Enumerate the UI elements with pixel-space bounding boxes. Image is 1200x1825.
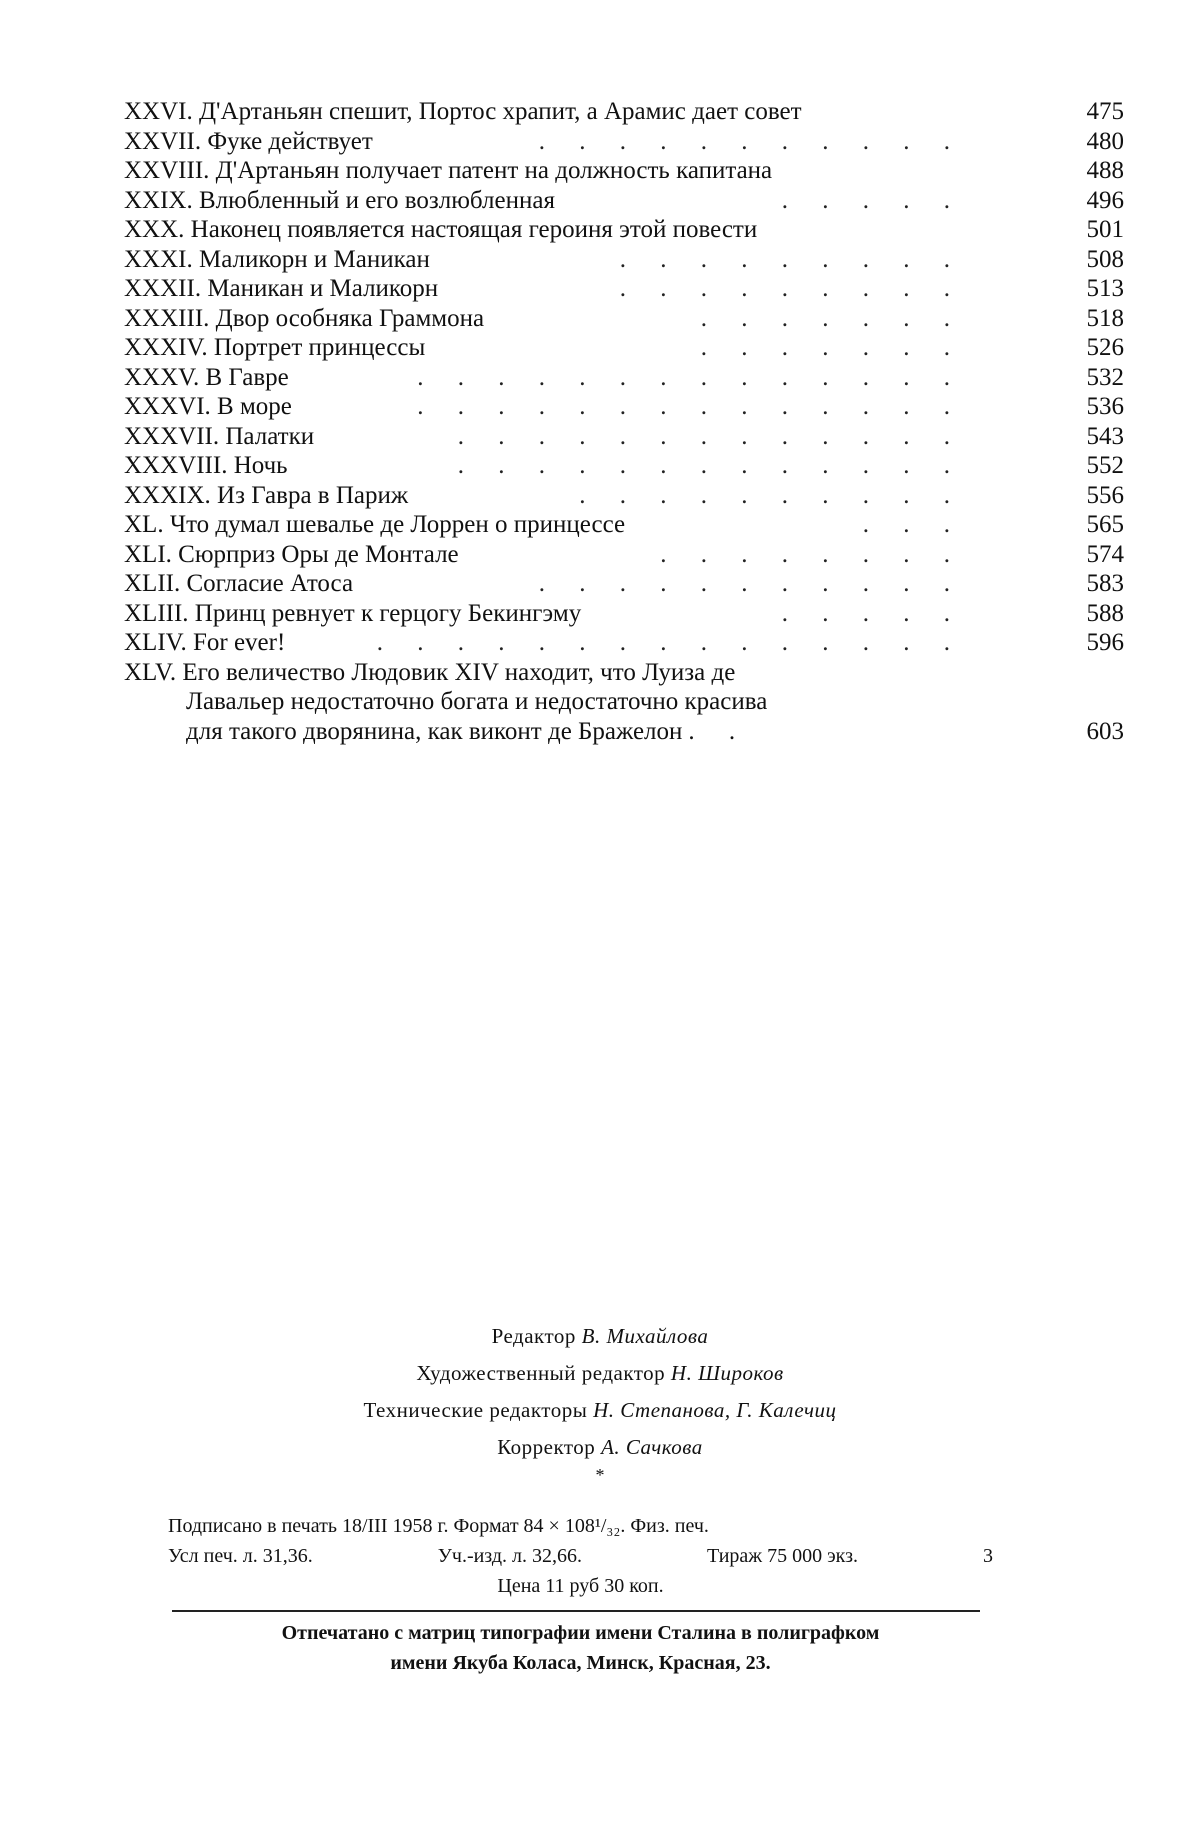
toc-entry: [124, 628, 1124, 658]
credit-role: Корректор: [497, 1435, 596, 1459]
toc-entry: [124, 599, 1124, 629]
toc-entry-title-line: XLV. Его величество Людовик XIV находит, что Луиза де: [124, 658, 736, 686]
toc-leader-dots: . . . . .: [781, 186, 964, 214]
toc-entry-page: 552: [1086, 452, 1124, 479]
imprint-field: Усл печ. л. 31,36.: [168, 1545, 313, 1567]
toc-leader-dots: . . . . . . . . .: [619, 275, 964, 302]
toc-entry-page: 518: [1086, 304, 1124, 332]
toc-entry-title: XLIV. For ever!: [124, 629, 293, 656]
divider-rule: [172, 1610, 980, 1612]
imprint-field: 3: [983, 1545, 993, 1567]
toc-entry-title: XXX. Наконец появляется настоящая героиня этой повести: [124, 216, 765, 243]
toc-entry: [124, 127, 1124, 157]
toc-entry-page: 543: [1086, 422, 1124, 450]
toc-entry-page: 501: [1086, 216, 1124, 243]
toc-leader-dots: . . . . . . .: [700, 304, 964, 332]
toc-entry-multiline: [124, 658, 1124, 747]
toc-entry-page: 596: [1086, 629, 1124, 656]
credit-name: А. Сачкова: [601, 1435, 703, 1459]
toc-entry-title-line-text: для такого дворянина, как виконт де Бражелон: [186, 717, 683, 745]
toc-entry: [124, 451, 1124, 481]
toc-entry-title-line: [124, 717, 1124, 747]
toc-entry: [124, 481, 1124, 511]
imprint-field: Уч.-изд. л. 32,66.: [437, 1545, 582, 1567]
toc-entry: [124, 245, 1124, 275]
credit-line: [0, 1429, 1200, 1466]
toc-entry-title: XXVI. Д'Артаньян спешит, Портос храпит, а Арамис дает совет: [124, 98, 810, 125]
imprint-line: [168, 1541, 993, 1571]
toc-entry: [124, 510, 1124, 540]
credit-name: В. Михайлова: [581, 1324, 709, 1348]
toc-entry-page: 583: [1086, 570, 1124, 597]
credit-line: [0, 1392, 1200, 1429]
toc-leader-dots: . .: [688, 717, 750, 745]
toc-leader-dots: . . . . . . . .: [660, 540, 964, 568]
toc-entry-title-line: Лавальер недостаточно богата и недостаточно красива: [186, 688, 768, 715]
toc-entry: [124, 304, 1124, 334]
toc-entry-page: 603: [1086, 717, 1124, 745]
toc-leader-dots: . . . . . . .: [700, 334, 964, 361]
toc-entry: [124, 333, 1124, 363]
imprint: [168, 1511, 993, 1601]
credit-role: Редактор: [491, 1324, 576, 1348]
credit-name: Н. Степанова, Г. Калечиц: [593, 1398, 837, 1422]
toc-entry-title: XLIII. Принц ревнует к герцогу Бекингэму: [124, 600, 589, 627]
toc-entry: [124, 215, 1124, 245]
toc-entry-page: 513: [1086, 275, 1124, 302]
toc-entry-title: XLII. Согласие Атоса: [124, 570, 361, 597]
toc-entry: [124, 392, 1124, 422]
imprint-price: Цена 11 руб 30 коп.: [497, 1575, 664, 1597]
toc-entry-title: XXXII. Маникан и Маликорн: [124, 275, 446, 302]
toc-entry-title: XLI. Сюрприз Оры де Монтале: [124, 541, 467, 568]
toc-leader-dots: . . . . . . . . . . .: [538, 127, 964, 155]
printer-line: имени Якуба Коласа, Минск, Красная, 23.: [390, 1652, 771, 1674]
toc-entry-title: XXXI. Маликорн и Маникан: [124, 246, 438, 273]
imprint-line: Подписано в печать 18/III 1958 г. Формат 84 × 108¹/₃₂. Физ. печ.: [168, 1515, 709, 1537]
toc-entry-title: XXXIX. Из Гавра в Париж: [124, 482, 416, 509]
toc-leader-dots: . . . . . . . . . . . . .: [457, 452, 964, 479]
toc-entry-page: 508: [1086, 245, 1124, 273]
credit-role: Художественный редактор: [416, 1361, 666, 1385]
toc-leader-dots: . . . . . . . . . . . . . . .: [376, 629, 964, 656]
toc-entry-title: XXXIII. Двор особняка Граммона: [124, 305, 492, 332]
toc-entry-page: 536: [1086, 393, 1124, 420]
toc-entry-page: 475: [1086, 98, 1124, 125]
toc-leader-dots: . . . . .: [781, 599, 964, 627]
toc-entry-title: XXVIII. Д'Артаньян получает патент на должность капитана: [124, 157, 780, 184]
separator-star: *: [595, 1465, 605, 1485]
credits: [0, 1318, 1200, 1466]
toc-entry: [124, 186, 1124, 216]
toc-entry-page: 488: [1086, 157, 1124, 184]
toc-entry-page: 574: [1086, 540, 1124, 568]
toc-leader-dots: . . . . . . . . .: [619, 245, 964, 273]
printer-line: Отпечатано с матриц типографии имени Сталина в полиграфком: [281, 1622, 880, 1644]
toc-leader-dots: . . . . . . . . . . . . .: [457, 422, 964, 450]
toc-entry: [124, 274, 1124, 304]
toc-entry-title: XXVII. Фуке действует: [124, 128, 381, 155]
toc-leader-dots: . . . . . . . . . . . . . .: [417, 393, 964, 420]
toc-entry-title: XXXVII. Палатки: [124, 423, 322, 450]
toc-entry-page: 565: [1086, 511, 1124, 538]
credit-line: [0, 1318, 1200, 1355]
toc-entry: [124, 422, 1124, 452]
credit-name: Н. Широков: [670, 1361, 784, 1385]
toc-leader-dots: . . . . . . . . . .: [579, 481, 964, 509]
toc-entry-page: 532: [1086, 363, 1124, 391]
toc-entry: [124, 97, 1124, 127]
toc-entry: [124, 540, 1124, 570]
imprint-field: Тираж 75 000 экз.: [706, 1545, 859, 1567]
toc-entry-page: 480: [1086, 127, 1124, 155]
toc-entry-title: XXXVIII. Ночь: [124, 452, 296, 479]
toc-leader-dots: . . . . . . . . . . . . . .: [417, 363, 964, 391]
printer-info: [168, 1618, 993, 1678]
toc-entry-title: XXIX. Влюбленный и его возлюбленная: [124, 187, 563, 214]
toc-leader-dots: . . . . . . . . . . .: [538, 570, 964, 597]
toc-entry-page: 588: [1086, 599, 1124, 627]
toc-entry: [124, 156, 1124, 186]
toc-entry-page: 496: [1086, 186, 1124, 214]
toc-entry: [124, 363, 1124, 393]
toc-entry-page: 556: [1086, 481, 1124, 509]
toc-leader-dots: . . .: [862, 511, 964, 538]
toc-entry-page: 526: [1086, 334, 1124, 361]
toc-entry: [124, 569, 1124, 599]
toc-entry-title: XXXV. В Гавре: [124, 364, 297, 391]
toc-entry-title: XXXVI. В море: [124, 393, 300, 420]
toc-entry-title: XL. Что думал шевалье де Лоррен о принцессе: [124, 511, 633, 538]
table-of-contents: [124, 97, 1124, 746]
toc-entry-title: XXXIV. Портрет принцессы: [124, 334, 433, 361]
credit-role: Технические редакторы: [363, 1398, 588, 1422]
credit-line: [0, 1355, 1200, 1392]
